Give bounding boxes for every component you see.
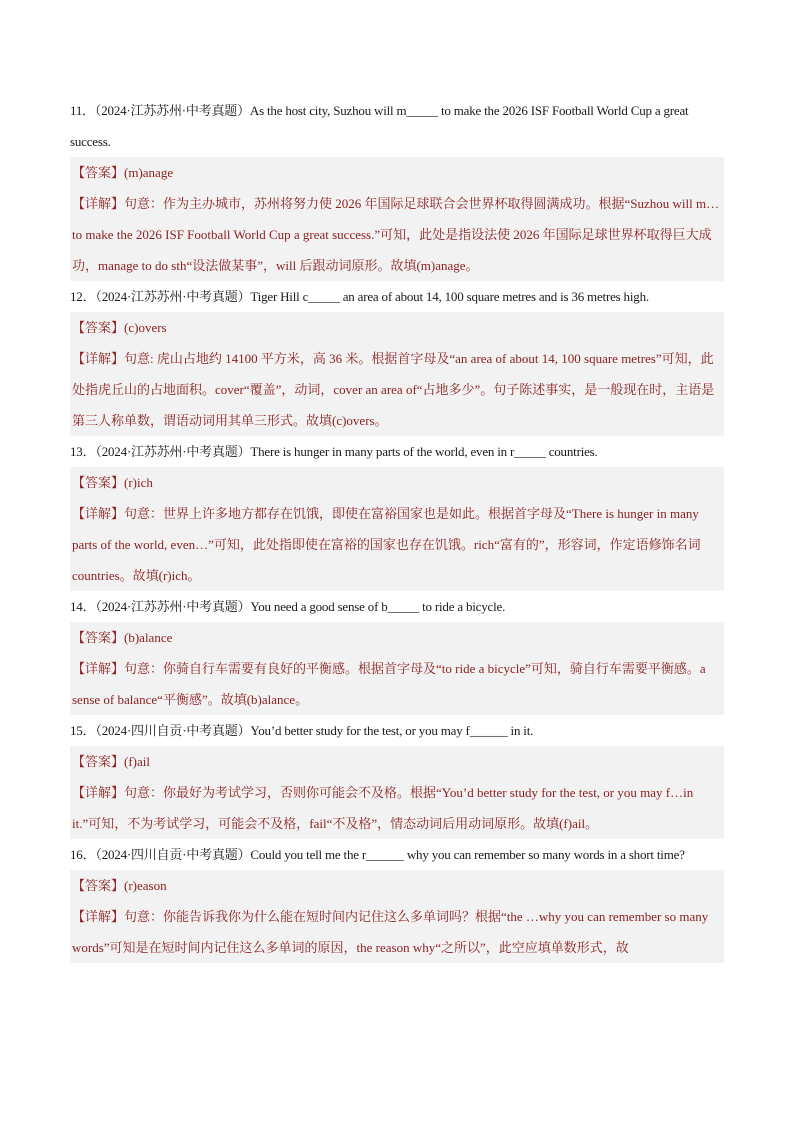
detail-text: 句意：作为主办城市，苏州将努力使 2026 年国际足球联合会世界杯取得圆满成功。根据“Suzhou will m… to make the 2026 ISF Football World Cup a great success.”可知，此处是指设法使 2026 年国际足球世界杯取得巨大成功，manage to do sth“设法做某事”，will 后跟动词原形。故填(m)anage。	[72, 196, 720, 273]
detail-16	[70, 901, 724, 963]
answer-text: (r)ich	[124, 475, 153, 490]
answer-15	[70, 746, 724, 777]
answer-text: (m)anage	[124, 165, 174, 180]
answer-text: (b)alance	[124, 630, 173, 645]
detail-text: 句意：你骑自行车需要有良好的平衡感。根据首字母及“to ride a bicycle”可知，骑自行车需要平衡感。a sense of balance“平衡感”。故填(b)alance。	[72, 661, 706, 707]
answer-label: 【答案】	[72, 754, 125, 769]
answer-text: (r)eason	[124, 878, 167, 893]
question-number: 14．	[70, 599, 96, 614]
detail-14	[70, 653, 724, 715]
detail-15	[70, 777, 724, 839]
question-15	[70, 715, 724, 746]
document-page	[70, 95, 724, 963]
detail-11	[70, 188, 724, 281]
answer-label: 【答案】	[72, 630, 125, 645]
detail-text: 句意: 虎山占地约 14100 平方米，高 36 米。根据首字母及“an area of about 14, 100 square metres”可知，此处指虎丘山的占地面积。cover“覆盖”，动词，cover an area of“占地多少”。句子陈述事实，是一般现在时，主语是第三人称单数，谓语动词用其单三形式。故填(c)overs。	[72, 351, 715, 428]
answer-16	[70, 870, 724, 901]
detail-13	[70, 498, 724, 591]
question-source: （2024·江苏苏州·中考真题）	[95, 289, 251, 304]
question-number: 13．	[70, 444, 96, 459]
detail-label: 【详解】	[72, 196, 125, 211]
question-number: 12．	[70, 289, 96, 304]
detail-label: 【详解】	[72, 909, 125, 924]
question-text: As the host city, Suzhou will m_____ to make the 2026 ISF Football World Cup a great success.	[70, 103, 689, 149]
answer-label: 【答案】	[72, 165, 125, 180]
detail-label: 【详解】	[72, 351, 125, 366]
question-16	[70, 839, 724, 870]
detail-text: 句意：世界上许多地方都存在饥饿，即使在富裕国家也是如此。根据首字母及“There is hunger in many parts of the world, even…”可知，此处指即使在富裕的国家也存在饥饿。rich“富有的”，形容词，作定语修饰名词 countries。故填(r)ich。	[72, 506, 701, 583]
detail-label: 【详解】	[72, 661, 125, 676]
answer-label: 【答案】	[72, 475, 125, 490]
detail-label: 【详解】	[72, 785, 125, 800]
answer-11	[70, 157, 724, 188]
question-text: Tiger Hill c_____ an area of about 14, 100 square metres and is 36 metres high.	[250, 289, 649, 304]
question-text: Could you tell me the r______ why you can remember so many words in a short time?	[250, 847, 685, 862]
answer-label: 【答案】	[72, 320, 125, 335]
answer-13	[70, 467, 724, 498]
question-13	[70, 436, 724, 467]
answer-label: 【答案】	[72, 878, 125, 893]
answer-text: (c)overs	[124, 320, 167, 335]
question-text: You need a good sense of b_____ to ride a bicycle.	[250, 599, 506, 614]
answer-text: (f)ail	[124, 754, 150, 769]
question-text: There is hunger in many parts of the world, even in r_____ countries.	[250, 444, 598, 459]
question-source: （2024·江苏苏州·中考真题）	[94, 103, 250, 118]
question-text: You’d better study for the test, or you may f______ in it.	[250, 723, 534, 738]
question-number: 15．	[70, 723, 96, 738]
answer-12	[70, 312, 724, 343]
detail-text: 句意：你能告诉我你为什么能在短时间内记住这么多单词吗？根据“the …why you can remember so many words”可知是在短时间内记住这么多单词的原因，the reason why“之所以”，此空应填单数形式，故	[72, 909, 709, 955]
question-source: （2024·江苏苏州·中考真题）	[95, 599, 251, 614]
question-12	[70, 281, 724, 312]
detail-text: 句意：你最好为考试学习，否则你可能会不及格。根据“You’d better study for the test, or you may f…in it.”可知，不为考试学习，可能会不及格，fail“不及格”，情态动词后用动词原形。故填(f)ail。	[72, 785, 694, 831]
answer-14	[70, 622, 724, 653]
question-number: 16．	[70, 847, 96, 862]
question-source: （2024·四川自贡·中考真题）	[95, 847, 251, 862]
question-14	[70, 591, 724, 622]
question-11	[70, 95, 724, 157]
detail-12	[70, 343, 724, 436]
question-source: （2024·江苏苏州·中考真题）	[95, 444, 251, 459]
question-source: （2024·四川自贡·中考真题）	[95, 723, 251, 738]
detail-label: 【详解】	[72, 506, 125, 521]
question-number: 11．	[70, 103, 95, 118]
